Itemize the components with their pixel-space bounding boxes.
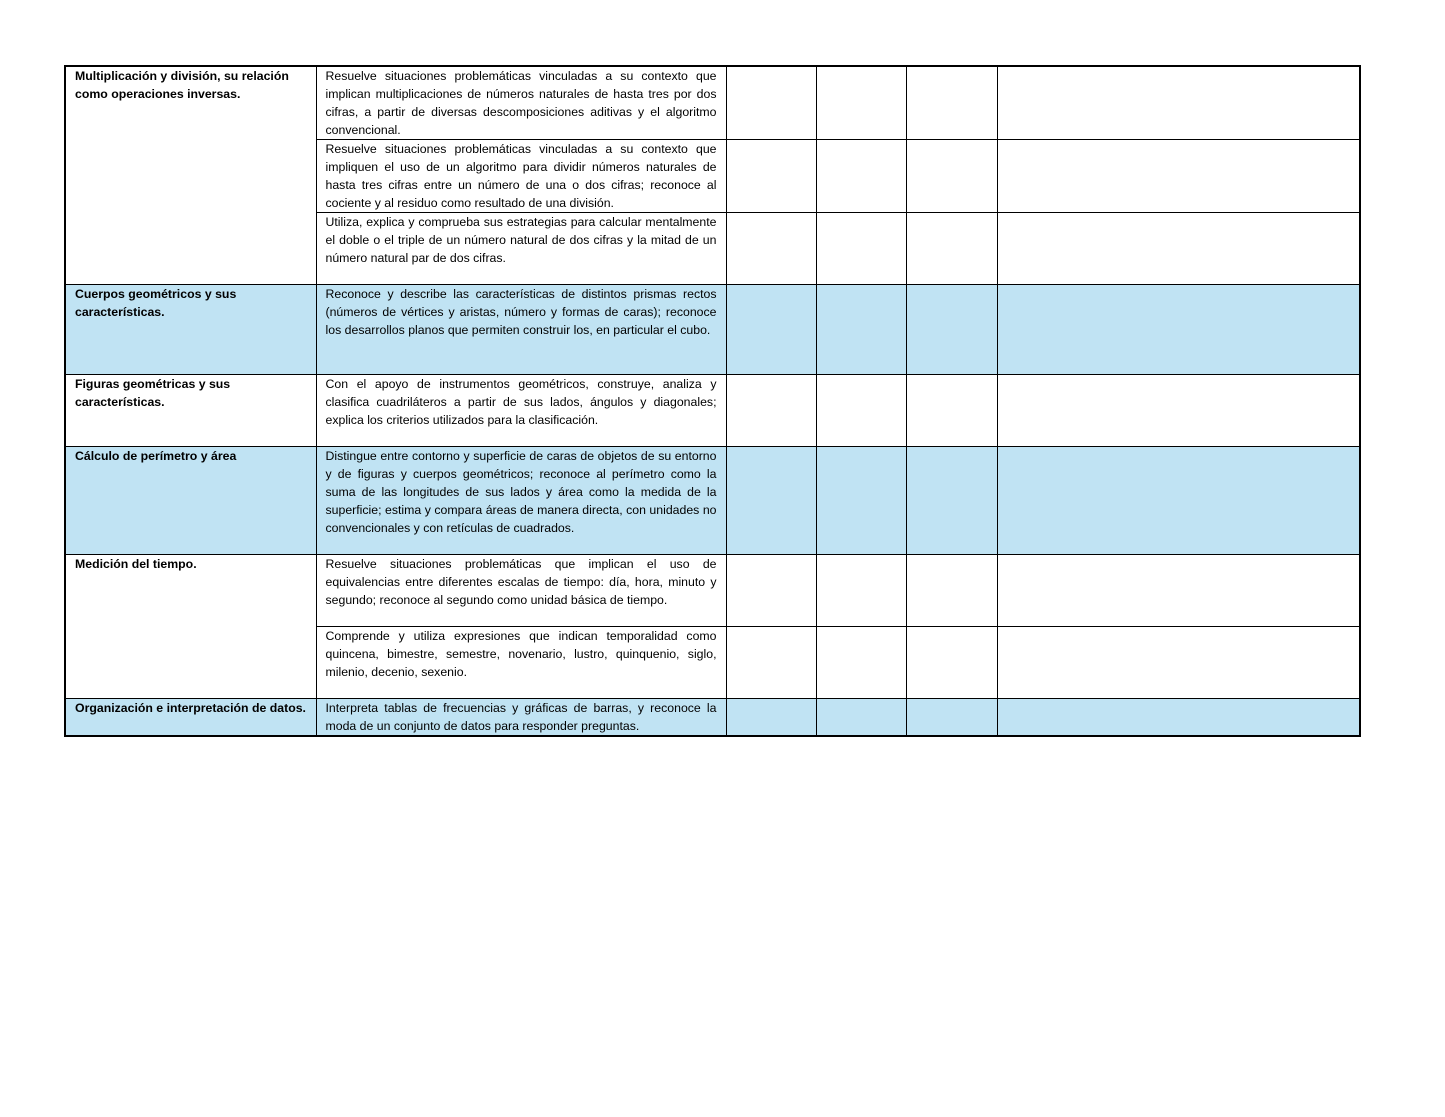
- assessment-cell[interactable]: [726, 66, 816, 140]
- description-cell: Reconoce y describe las características de distintos prismas rectos (números de vértices y aristas, número y formas de caras); reconoce los desarrollos planos que permiten construir los, en particular el cubo.: [316, 285, 726, 375]
- description-cell: Resuelve situaciones problemáticas vinculadas a su contexto que implican multiplicaciones de números naturales de hasta tres por dos cifras, a partir de diversas descomposiciones aditivas y el algoritmo convencional.: [316, 66, 726, 140]
- observations-cell[interactable]: [997, 447, 1360, 555]
- assessment-cell[interactable]: [726, 375, 816, 447]
- assessment-cell[interactable]: [816, 213, 906, 285]
- assessment-cell[interactable]: [906, 555, 997, 627]
- description-cell: Distingue entre contorno y superficie de caras de objetos de su entorno y de figuras y cuerpos geométricos; reconoce al perímetro como la suma de las longitudes de sus lados y área como la medida de la superficie; estima y compara áreas de manera directa, con unidades no convencionales y con retículas de cuadrados.: [316, 447, 726, 555]
- observations-cell[interactable]: [997, 140, 1360, 213]
- assessment-cell[interactable]: [906, 375, 997, 447]
- description-cell: Comprende y utiliza expresiones que indican temporalidad como quincena, bimestre, semestre, novenario, lustro, quinquenio, siglo, milenio, decenio, sexenio.: [316, 627, 726, 699]
- assessment-cell[interactable]: [816, 699, 906, 737]
- topic-cell: Cuerpos geométricos y sus características.: [65, 285, 316, 375]
- topic-cell: Figuras geométricas y sus características.: [65, 375, 316, 447]
- assessment-cell[interactable]: [816, 627, 906, 699]
- topic-cell: Cálculo de perímetro y área: [65, 447, 316, 555]
- assessment-cell[interactable]: [726, 447, 816, 555]
- table-row: [65, 555, 1360, 627]
- description-cell: Interpreta tablas de frecuencias y gráficas de barras, y reconoce la moda de un conjunto de datos para responder preguntas.: [316, 699, 726, 737]
- observations-cell[interactable]: [997, 66, 1360, 140]
- table-row: [65, 375, 1360, 447]
- assessment-cell[interactable]: [906, 66, 997, 140]
- assessment-cell[interactable]: [816, 66, 906, 140]
- description-cell: Con el apoyo de instrumentos geométricos, construye, analiza y clasifica cuadriláteros a partir de sus lados, ángulos y diagonales; explica los criterios utilizados para la clasificación.: [316, 375, 726, 447]
- topic-cell: Multiplicación y división, su relación como operaciones inversas.: [65, 66, 316, 285]
- table-row: [65, 699, 1360, 737]
- table-row: [65, 285, 1360, 375]
- assessment-cell[interactable]: [726, 699, 816, 737]
- description-cell: Utiliza, explica y comprueba sus estrategias para calcular mentalmente el doble o el triple de un número natural de dos cifras y la mitad de un número natural par de dos cifras.: [316, 213, 726, 285]
- assessment-cell[interactable]: [726, 285, 816, 375]
- assessment-cell[interactable]: [816, 140, 906, 213]
- assessment-cell[interactable]: [816, 285, 906, 375]
- observations-cell[interactable]: [997, 555, 1360, 627]
- assessment-cell[interactable]: [906, 140, 997, 213]
- assessment-cell[interactable]: [726, 213, 816, 285]
- table-row: [65, 66, 1360, 140]
- assessment-cell[interactable]: [906, 627, 997, 699]
- assessment-cell[interactable]: [726, 555, 816, 627]
- assessment-cell[interactable]: [726, 627, 816, 699]
- evaluation-rubric-table: [64, 65, 1361, 737]
- observations-cell[interactable]: [997, 285, 1360, 375]
- assessment-cell[interactable]: [906, 447, 997, 555]
- observations-cell[interactable]: [997, 627, 1360, 699]
- description-cell: Resuelve situaciones problemáticas que implican el uso de equivalencias entre diferentes escalas de tiempo: día, hora, minuto y segundo; reconoce al segundo como unidad básica de tiempo.: [316, 555, 726, 627]
- assessment-cell[interactable]: [726, 140, 816, 213]
- table-row: [65, 447, 1360, 555]
- assessment-cell[interactable]: [906, 699, 997, 737]
- assessment-cell[interactable]: [906, 285, 997, 375]
- observations-cell[interactable]: [997, 699, 1360, 737]
- assessment-cell[interactable]: [906, 213, 997, 285]
- observations-cell[interactable]: [997, 213, 1360, 285]
- topic-cell: Medición del tiempo.: [65, 555, 316, 699]
- assessment-cell[interactable]: [816, 447, 906, 555]
- assessment-cell[interactable]: [816, 555, 906, 627]
- assessment-cell[interactable]: [816, 375, 906, 447]
- observations-cell[interactable]: [997, 375, 1360, 447]
- description-cell: Resuelve situaciones problemáticas vinculadas a su contexto que impliquen el uso de un algoritmo para dividir números naturales de hasta tres cifras entre un número de una o dos cifras; reconoce al cociente y al residuo como resultado de una división.: [316, 140, 726, 213]
- topic-cell: Organización e interpretación de datos.: [65, 699, 316, 737]
